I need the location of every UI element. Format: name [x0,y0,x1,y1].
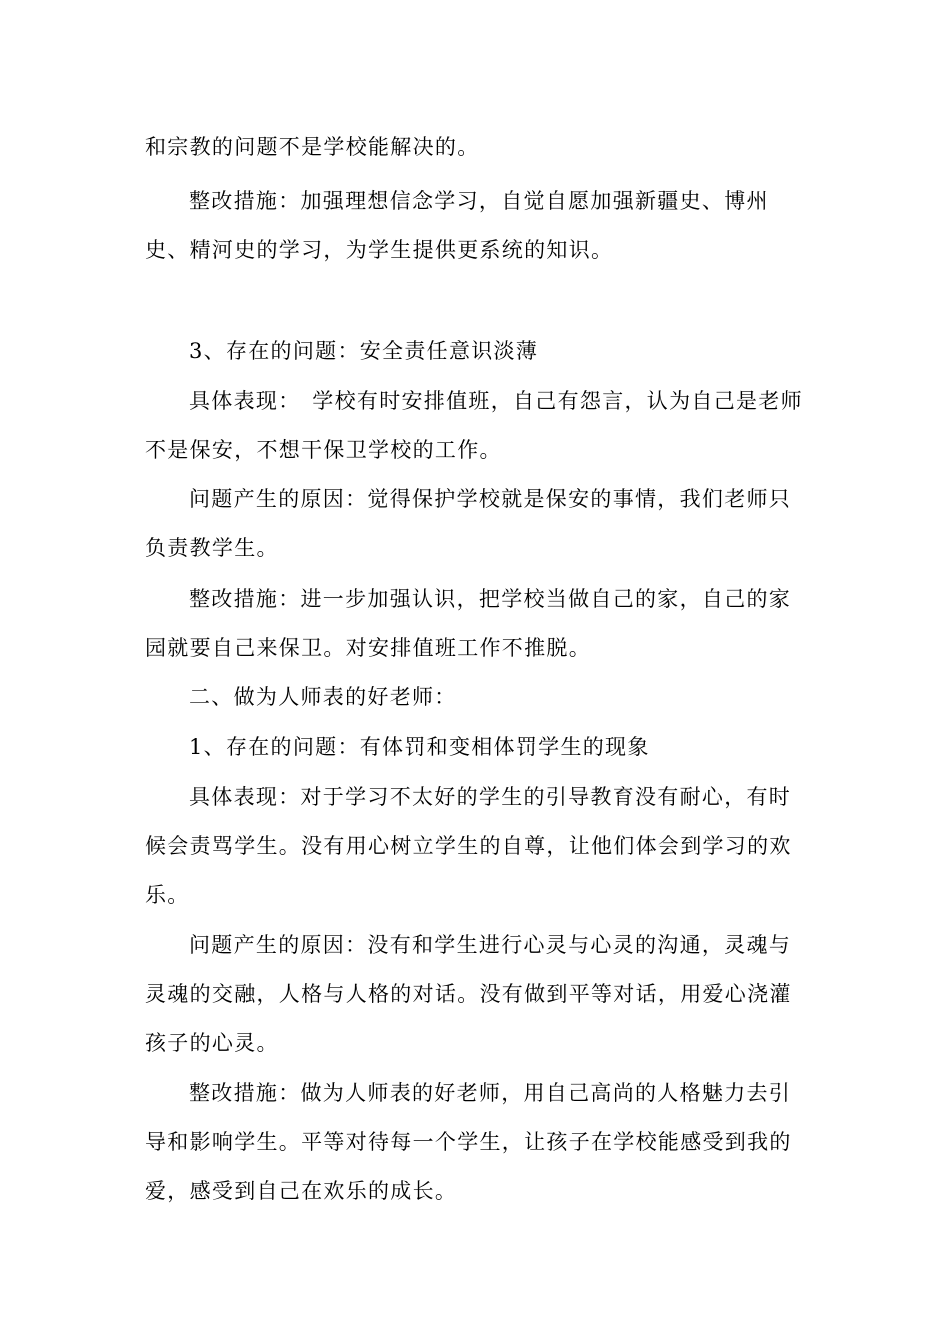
paragraph-specific-performance-punishment: 具体表现：对于学习不太好的学生的引导教育没有耐心，有时候会责骂学生。没有用心树立学生的自尊，让他们体会到学习的欢乐。 [145,785,792,907]
paragraph-issue-1-heading: 1、存在的问题：有体罚和变相体罚学生的现象 [189,735,650,759]
paragraph-cause-security: 问题产生的原因：觉得保护学校就是保安的事情，我们老师只负责教学生。 [145,487,792,560]
paragraph-section-two-heading: 二、做为人师表的好老师： [189,685,457,709]
paragraph-rectification-study: 整改措施：加强理想信念学习，自觉自愿加强新疆史、博州史、精河史的学习，为学生提供更系统的知识。 [145,189,769,262]
paragraph-specific-performance-duty: 具体表现： 学校有时安排值班，自己有怨言，认为自己是老师不是保安，不想干保卫学校的工作。 [145,389,803,462]
paragraph-issue-3-heading: 3、存在的问题：安全责任意识淡薄 [189,339,539,363]
paragraph-rectification-role-model: 整改措施：做为人师表的好老师，用自己高尚的人格魅力去引导和影响学生。平等对待每一个学生，让孩子在学校能感受到我的爱，感受到自己在欢乐的成长。 [145,1081,792,1203]
paragraph-cause-communication: 问题产生的原因：没有和学生进行心灵与心灵的沟通，灵魂与灵魂的交融，人格与人格的对话。没有做到平等对话，用爱心浇灌孩子的心灵。 [145,933,792,1055]
paragraph-rectification-duty: 整改措施：进一步加强认识，把学校当做自己的家，自己的家园就要自己来保卫。对安排值班工作不推脱。 [145,587,792,660]
paragraph-religion-issue: 和宗教的问题不是学校能解决的。 [145,135,480,159]
